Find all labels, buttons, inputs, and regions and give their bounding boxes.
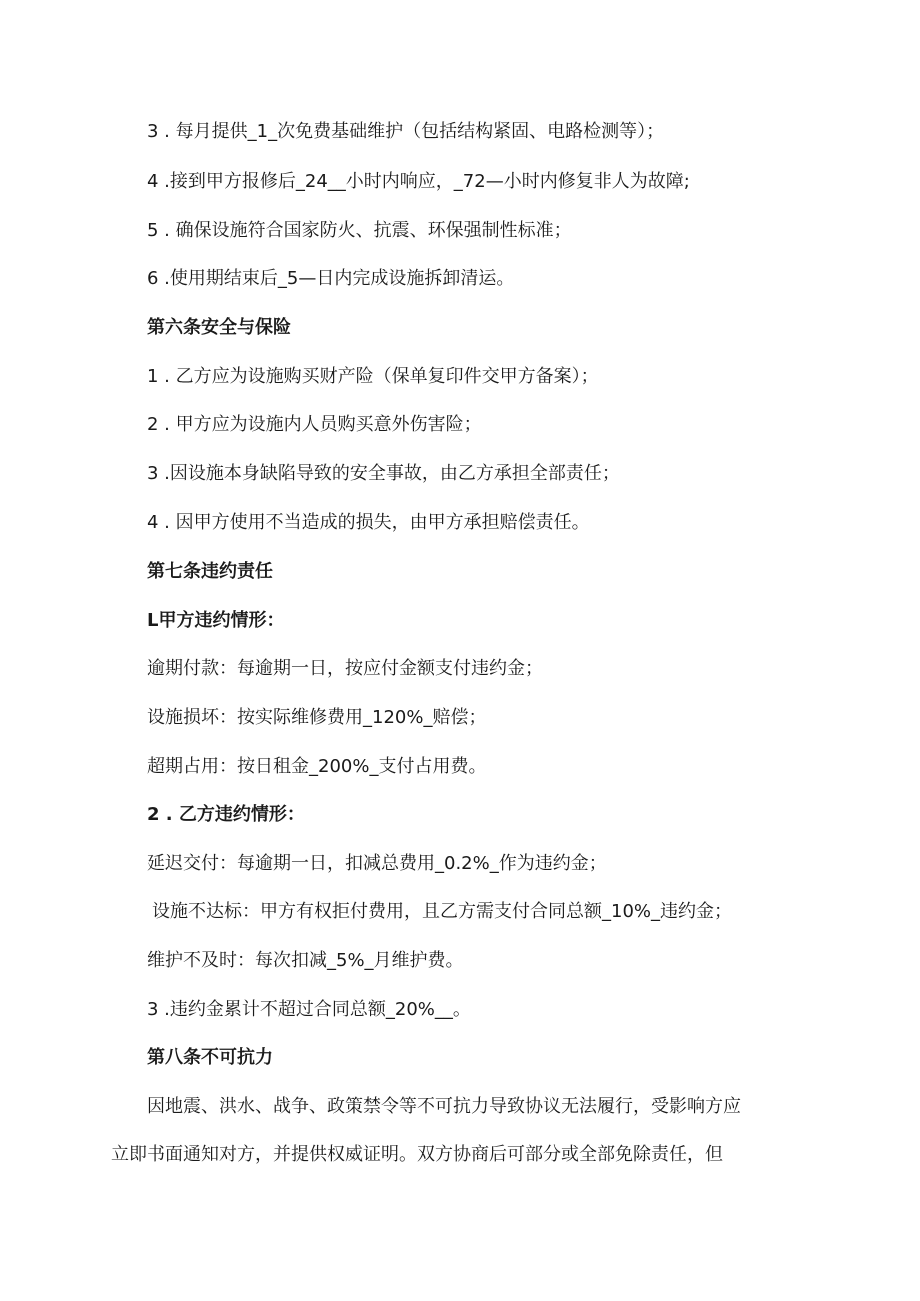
article-8-heading: 第八条不可抗力 bbox=[147, 1047, 273, 1068]
party-a-overtime: 超期占用：按日租金_200%_支付占用费。 bbox=[147, 756, 487, 777]
party-b-delay: 延迟交付：每逾期一日，扣减总费用_0.2%_作为违约金； bbox=[147, 853, 607, 874]
force-majeure-line-2: 立即书面通知对方，并提供权威证明。双方协商后可部分或全部免除责任，但 bbox=[111, 1144, 723, 1165]
insurance-clause-1: 1 . 乙方应为设施购买财产险（保单复印件交甲方备案）； bbox=[147, 366, 599, 387]
party-b-maintenance: 维护不及时：每次扣减_5%_月维护费。 bbox=[147, 950, 464, 971]
insurance-clause-2: 2 . 甲方应为设施内人员购买意外伤害险； bbox=[147, 414, 482, 435]
repair-response-clause-4: 4 .接到甲方报修后_24__小时内响应，_72—小时内修复非人为故障; bbox=[147, 171, 690, 192]
party-a-damage: 设施损坏：按实际维修费用_120%_赔偿； bbox=[147, 707, 487, 728]
maintenance-clause-3: 3 . 每月提供_1_次免费基础维护（包括结构紧固、电路检测等）； bbox=[147, 121, 665, 142]
party-b-substandard: 设施不达标：甲方有权拒付费用，且乙方需支付合同总额_10%_违约金； bbox=[152, 901, 733, 922]
article-7-heading: 第七条违约责任 bbox=[147, 561, 273, 582]
force-majeure-line-1: 因地震、洪水、战争、政策禁令等不可抗力导致协议无法履行，受影响方应 bbox=[147, 1096, 741, 1117]
article-6-heading: 第六条安全与保险 bbox=[147, 317, 291, 338]
liability-clause-3: 3 .因设施本身缺陷导致的安全事故，由乙方承担全部责任； bbox=[147, 463, 620, 484]
party-b-breach-heading: 2 . 乙方违约情形： bbox=[147, 804, 305, 825]
standards-clause-5: 5 . 确保设施符合国家防火、抗震、环保强制性标准； bbox=[147, 220, 572, 241]
removal-clause-6: 6 .使用期结束后_5—日内完成设施拆卸清运。 bbox=[147, 268, 515, 289]
party-a-breach-heading: L甲方违约情形： bbox=[147, 610, 285, 631]
party-a-late-payment: 逾期付款：每逾期一日，按应付金额支付违约金； bbox=[147, 658, 543, 679]
liability-clause-4: 4 . 因甲方使用不当造成的损失，由甲方承担赔偿责任。 bbox=[147, 512, 590, 533]
penalty-cap-clause-3: 3 .违约金累计不超过合同总额_20%__。 bbox=[147, 999, 471, 1020]
